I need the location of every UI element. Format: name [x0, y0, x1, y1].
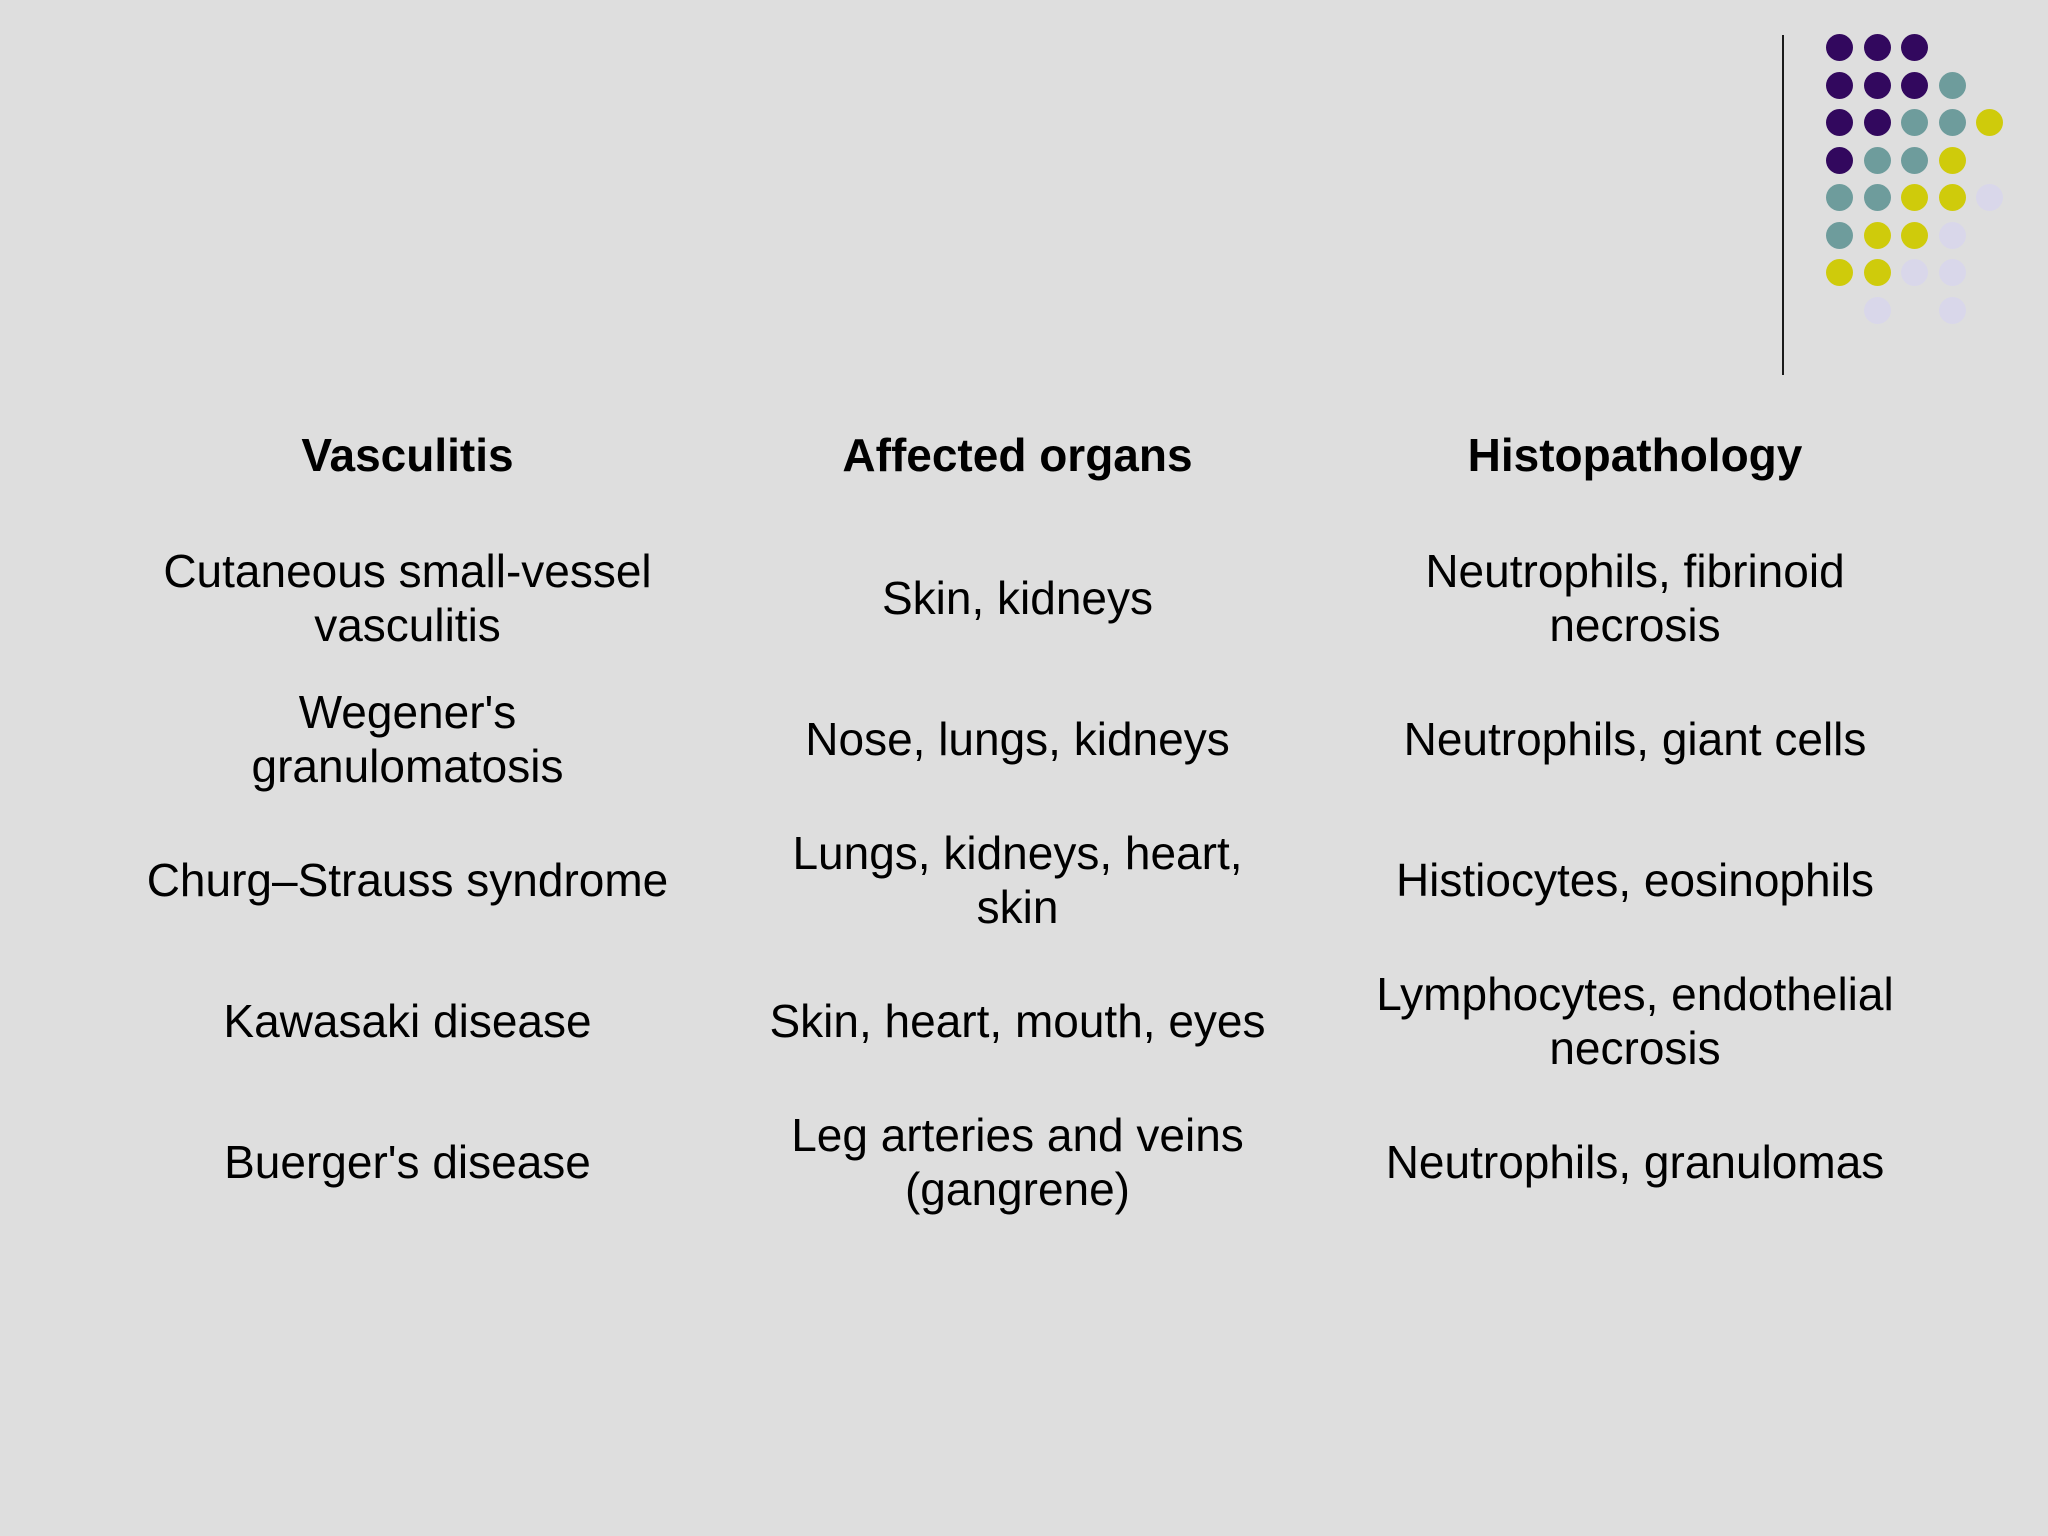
header-histopathology: Histopathology — [1467, 429, 1803, 481]
row-2-histopathology: Neutrophils, giant cells — [1403, 713, 1867, 765]
row-5-vasculitis: Buerger's disease — [224, 1136, 591, 1188]
row-3-vasculitis: Churg–Strauss syndrome — [146, 854, 669, 906]
row-5-histopathology: Neutrophils, granulomas — [1385, 1136, 1885, 1188]
row-5-affected-organs: Leg arteries and veins (gangrene) — [791, 1109, 1244, 1215]
row-4-histopathology: Lymphocytes, endothelial necrosis — [1376, 968, 1894, 1074]
row-2-affected-organs: Nose, lungs, kidneys — [805, 713, 1230, 765]
row-1-affected-organs: Skin, kidneys — [881, 572, 1153, 624]
row-1-vasculitis: Cutaneous small-vessel vasculitis — [163, 545, 652, 651]
row-1-histopathology: Neutrophils, fibrinoid necrosis — [1425, 545, 1845, 651]
row-4-affected-organs: Skin, heart, mouth, eyes — [769, 995, 1266, 1047]
header-vasculitis: Vasculitis — [301, 429, 514, 481]
row-3-affected-organs: Lungs, kidneys, heart, skin — [792, 827, 1243, 933]
header-affected-organs: Affected organs — [842, 429, 1193, 481]
row-3-histopathology: Histiocytes, eosinophils — [1395, 854, 1875, 906]
row-4-vasculitis: Kawasaki disease — [223, 995, 592, 1047]
row-2-vasculitis: Wegener's granulomatosis — [251, 686, 564, 792]
